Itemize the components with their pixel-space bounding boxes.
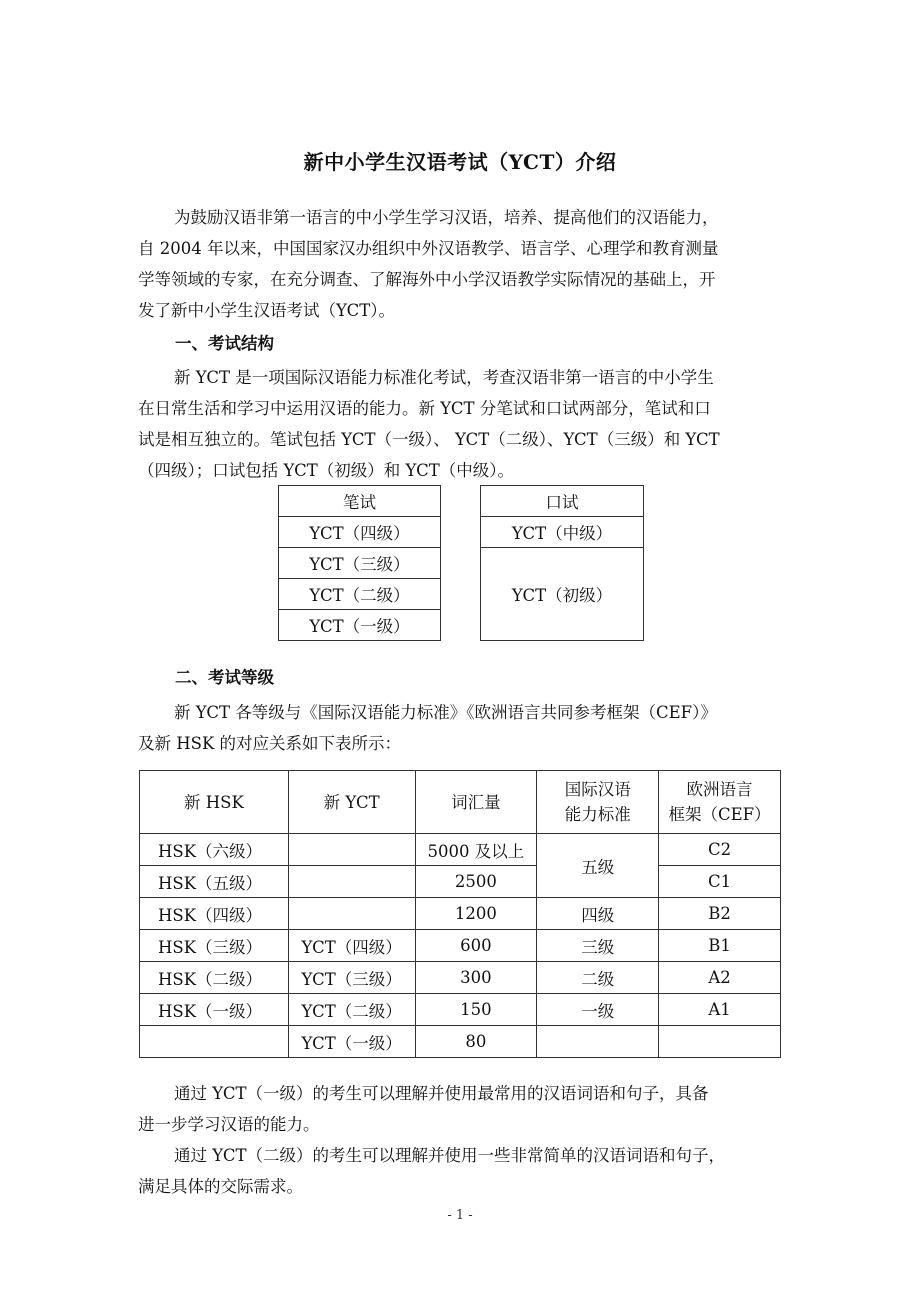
- cell-cef: B1: [659, 930, 781, 962]
- cell-cef: A2: [659, 962, 781, 994]
- section1-line: 在日常生活和学习中运用汉语的能力。新 YCT 分笔试和口试两部分，笔试和口: [138, 399, 711, 418]
- header-yct: 新 YCT: [288, 771, 415, 834]
- cell-vocab: 80: [415, 1026, 537, 1058]
- page-number: - 1 -: [447, 1208, 473, 1223]
- header-standard-line: 能力标准: [564, 805, 631, 824]
- cell-cef: B2: [659, 898, 781, 930]
- oral-header: 口试: [481, 486, 644, 517]
- table-row: [140, 962, 781, 994]
- cell-standard: 三级: [537, 930, 659, 962]
- cell-yct: YCT（三级）: [288, 962, 415, 994]
- cell-cef: A1: [659, 994, 781, 1026]
- intro-line: 发了新中小学生汉语考试（YCT）。: [138, 301, 395, 320]
- header-cef: [659, 771, 781, 834]
- description-line: 通过 YCT（二级）的考生可以理解并使用一些非常简单的汉语词语和句子，: [174, 1146, 725, 1165]
- header-standard: [537, 771, 659, 834]
- section2-line: 及新 HSK 的对应关系如下表所示：: [138, 734, 402, 753]
- table-header-row: [140, 771, 781, 834]
- cell-vocab: 1200: [415, 898, 537, 930]
- oral-exam-table: [480, 485, 644, 641]
- section1-heading: 一、考试结构: [175, 334, 274, 353]
- cell-yct: [288, 834, 415, 866]
- cell-hsk: HSK（二级）: [140, 962, 289, 994]
- cell-vocab: 150: [415, 994, 537, 1026]
- cell-yct: YCT（二级）: [288, 994, 415, 1026]
- intro-line: 为鼓励汉语非第一语言的中小学生学习汉语，培养、提高他们的汉语能力，: [174, 208, 719, 227]
- cell-hsk: [140, 1026, 289, 1058]
- table-row: [140, 994, 781, 1026]
- header-hsk: 新 HSK: [140, 771, 289, 834]
- cell-cef: [659, 1026, 781, 1058]
- oral-row: YCT（中级）: [481, 517, 644, 548]
- table-row: [140, 866, 781, 898]
- level-correspondence-table: [139, 770, 781, 1058]
- written-header: 笔试: [279, 486, 441, 517]
- table-row: [140, 834, 781, 866]
- cell-vocab: 5000 及以上: [415, 834, 537, 866]
- cell-hsk: HSK（四级）: [140, 898, 289, 930]
- cell-yct: [288, 866, 415, 898]
- description-line: 满足具体的交际需求。: [138, 1177, 303, 1196]
- intro-paragraph: [138, 202, 783, 326]
- section2-heading: 二、考试等级: [175, 668, 274, 687]
- intro-line: 自 2004 年以来，中国国家汉办组织中外汉语教学、语言学、心理学和教育测量: [138, 239, 719, 258]
- header-vocab: 词汇量: [415, 771, 537, 834]
- oral-row: YCT（初级）: [481, 548, 644, 641]
- cell-yct: YCT（四级）: [288, 930, 415, 962]
- cell-cef: C2: [659, 834, 781, 866]
- cell-hsk: HSK（六级）: [140, 834, 289, 866]
- cell-vocab: 2500: [415, 866, 537, 898]
- written-row: YCT（一级）: [279, 610, 441, 641]
- written-exam-table: [278, 485, 441, 641]
- cell-hsk: HSK（三级）: [140, 930, 289, 962]
- section1-line: 新 YCT 是一项国际汉语能力标准化考试，考查汉语非第一语言的中小学生: [174, 368, 714, 387]
- written-row: YCT（三级）: [279, 548, 441, 579]
- page-title: 新中小学生汉语考试（YCT）介绍: [303, 150, 617, 174]
- cell-yct: [288, 898, 415, 930]
- cell-standard: [537, 1026, 659, 1058]
- written-row: YCT（四级）: [279, 517, 441, 548]
- section2-paragraph: [138, 697, 783, 759]
- header-cef-line: 欧洲语言: [686, 780, 753, 799]
- cell-hsk: HSK（一级）: [140, 994, 289, 1026]
- description-line: 进一步学习汉语的能力。: [138, 1115, 320, 1134]
- cell-cef: C1: [659, 866, 781, 898]
- cell-standard: 四级: [537, 898, 659, 930]
- cell-vocab: 300: [415, 962, 537, 994]
- table-row: [140, 1026, 781, 1058]
- section1-line: （四级）；口试包括 YCT（初级）和 YCT（中级）。: [138, 461, 514, 480]
- header-cef-line: 框架（CEF）: [668, 805, 771, 824]
- cell-yct: YCT（一级）: [288, 1026, 415, 1058]
- cell-standard: 一级: [537, 994, 659, 1026]
- section1-line: 试是相互独立的。笔试包括 YCT（一级）、 YCT（二级）、YCT（三级）和 YCT: [138, 430, 720, 449]
- cell-standard: 二级: [537, 962, 659, 994]
- description-line: 通过 YCT（一级）的考生可以理解并使用最常用的汉语词语和句子，具备: [174, 1084, 709, 1103]
- level-description-paragraph: [138, 1078, 783, 1202]
- section2-line: 新 YCT 各等级与《国际汉语能力标准》《欧洲语言共同参考框架（CEF）》: [174, 703, 717, 722]
- cell-hsk: HSK（五级）: [140, 866, 289, 898]
- table-row: [140, 898, 781, 930]
- intro-line: 学等领域的专家，在充分调查、了解海外中小学汉语教学实际情况的基础上，开: [138, 270, 716, 289]
- section1-paragraph: [138, 362, 783, 486]
- cell-standard: 五级: [537, 834, 659, 898]
- cell-vocab: 600: [415, 930, 537, 962]
- header-standard-line: 国际汉语: [564, 780, 631, 799]
- written-row: YCT（二级）: [279, 579, 441, 610]
- table-row: [140, 930, 781, 962]
